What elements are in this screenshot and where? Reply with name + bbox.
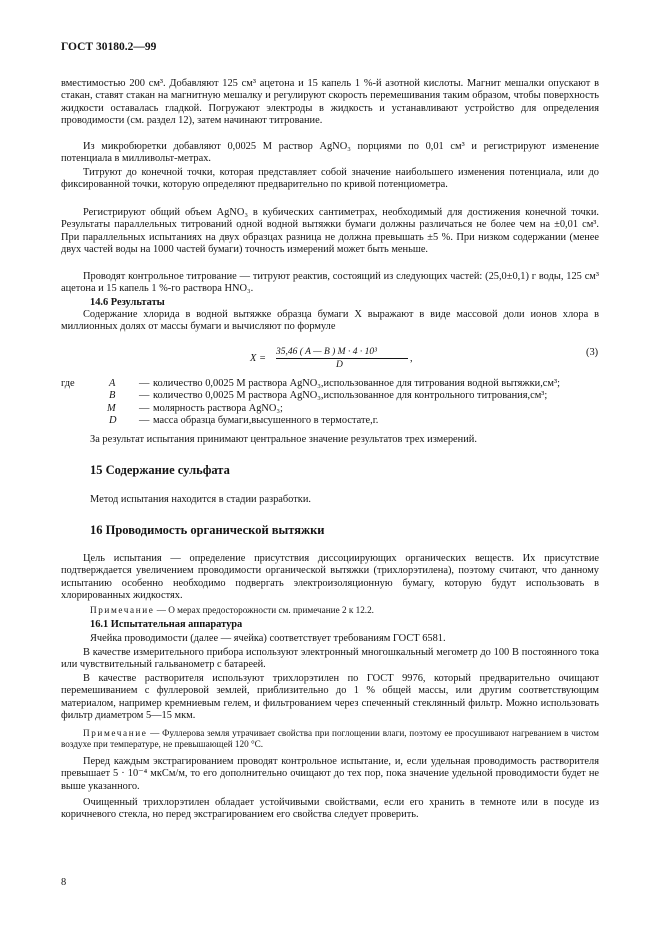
definition-text: количество 0,0025 М раствора AgNO₃,использованное для контрольного титрования,см³; bbox=[153, 390, 548, 402]
section-16-title: 16 Проводимость органической вытяжки bbox=[90, 523, 325, 537]
definition-symbol: A bbox=[109, 378, 116, 389]
paragraph-6: Содержание хлорида в водной вытяжке образца бумаги X выражают в виде массовой доли ионов хлора в миллионных долях от массы бумаги и вычисляют по формуле bbox=[61, 309, 599, 333]
paragraph-2: Из микробюретки добавляют 0,0025 М раствор AgNO₃ порциями по 0,01 см³ и регистрируют изменение потенциала в милливольт-метрах. bbox=[61, 141, 599, 165]
note-label: Примечание bbox=[83, 728, 148, 738]
document-header: ГОСТ 30180.2—99 bbox=[61, 41, 157, 53]
paragraph-14: Очищенный трихлорэтилен обладает устойчивыми свойствами, если его хранить в темноте или в посуде из коричневого стекла, но перед экстрагированием его свойства следует проверить. bbox=[61, 797, 599, 821]
paragraph-9: Цель испытания — определение присутствия диссоциирующих органических веществ. Их присутствие подтверждается увеличением проводимости органической вытяжки (трихлорэтилена), поэтому считают, что данному испытанию особенно необходимо подвергать электроизоляционную бумагу, которую будут использовать в хлорированных жидкостях. bbox=[61, 553, 599, 602]
definition-row-m bbox=[61, 403, 621, 415]
formula-lhs: X = bbox=[250, 353, 266, 364]
definition-symbol: D bbox=[109, 415, 117, 427]
page-number: 8 bbox=[61, 877, 67, 888]
subsection-16-1-title: 16.1 Испытательная аппаратура bbox=[90, 619, 243, 630]
note-1 bbox=[90, 605, 599, 616]
definition-text: количество 0,0025 М раствора AgNO₃,использованное для титрования водной вытяжки,см³; bbox=[153, 378, 560, 389]
definition-dash: — bbox=[139, 390, 150, 402]
definition-lead: где bbox=[61, 378, 75, 389]
formula-numerator: 35,46 ( A — B ) M · 4 · 10³ bbox=[276, 347, 377, 357]
paragraph-4: Регистрируют общий объем AgNO₃ в кубических сантиметрах, необходимый для достижения конечной точки. Результаты параллельных титрований одной водной вытяжки бумаги должны различаться не более чем на ±0,01 см³. При параллельных испытаниях на двух образцах разница не должна превышать ±5 %. При низком содержании (менее двух частей воды на 1000 частей бумаги) точность измерений может быть меньше. bbox=[61, 207, 599, 256]
definition-text: масса образца бумаги,высушенного в термостате,г. bbox=[153, 415, 379, 427]
paragraph-8: Метод испытания находится в стадии разработки. bbox=[90, 494, 311, 505]
formula-3 bbox=[250, 344, 450, 372]
definition-row-a bbox=[61, 378, 621, 390]
definition-symbol: M bbox=[107, 402, 116, 414]
definition-symbol: B bbox=[109, 390, 116, 402]
definition-text: молярность раствора AgNO₃; bbox=[153, 402, 283, 414]
paragraph-1: вместимостью 200 см³. Добавляют 125 см³ ацетона и 15 капель 1 %-й азотной кислоты. Магнит мешалки опускают в стакан, ставят стакан на магнитную мешалку и регулируют скорость перемешивания таким образом, чтобы поверхность жидкости оставалась гладкой. Погружают электроды в жидкость и устанавливают устройство для определения проводимости (см. раздел 12), затем начинают титрование. bbox=[61, 78, 599, 127]
paragraph-7: За результат испытания принимают центральное значение результатов трех измерений. bbox=[90, 434, 477, 445]
definition-dash: — bbox=[139, 378, 150, 389]
paragraph-11: В качестве измерительного прибора используют электронный многошкальный мегометр до 100 В постоянного тока или чувствительный гальванометр с батареей. bbox=[61, 647, 599, 671]
paragraph-3: Титруют до конечной точки, которая представляет собой значение наибольшего изменения потенциала, или до фиксированной точки, которую определяют предварительно по кривой потенциометра. bbox=[61, 167, 599, 191]
paragraph-13: Перед каждым экстрагированием проводят контрольное испытание, и, если удельная проводимость растворителя превышает 5 · 10⁻⁴ мкСм/м, то его дополнительно очищают до тех пор, пока значение удельной проводимости будет не выше указанного. bbox=[61, 756, 599, 792]
definition-dash: — bbox=[139, 402, 150, 414]
paragraph-5: Проводят контрольное титрование — титруют реактив, состоящий из следующих частей: (25,0±0,1) г воды, 125 см³ ацетона и 15 капель 1 %-го раствора HNO₃. bbox=[61, 271, 599, 295]
note-label: Примечание bbox=[90, 605, 155, 615]
section-15-title: 15 Содержание сульфата bbox=[90, 463, 230, 477]
note-2 bbox=[61, 728, 599, 750]
definition-row-d bbox=[61, 415, 621, 427]
definition-dash: — bbox=[139, 415, 150, 427]
paragraph-12: В качестве растворителя используют трихлорэтилен по ГОСТ 9976, который предварительно очищают перемешиванием с фуллеровой землей, приблизительно до 1 % общей массы, или другим соответствующим материалом, например кремниевым гелем, и фильтрованием через спеченный стеклянный фильтр. Можно использовать фильтр диаметром 5—15 мкм. bbox=[61, 673, 599, 722]
paragraph-10: Ячейка проводимости (далее — ячейка) соответствует требованиям ГОСТ 6581. bbox=[90, 633, 446, 644]
subsection-14-6-title: 14.6 Результаты bbox=[90, 297, 165, 308]
formula-trailing-comma: , bbox=[410, 353, 413, 364]
formula-number: (3) bbox=[586, 347, 599, 358]
note-text: — О мерах предосторожности см. примечание 2 к 12.2. bbox=[154, 605, 374, 615]
formula-denominator: D bbox=[336, 360, 343, 370]
note-text: — Фуллерова земля утрачивает свойства при поглощении влаги, поэтому ее просушивают нагреванием в чистом воздухе при температуре, не превышающей 120 °С. bbox=[61, 728, 599, 750]
definition-row-b bbox=[61, 390, 621, 402]
formula-definitions bbox=[61, 378, 621, 428]
